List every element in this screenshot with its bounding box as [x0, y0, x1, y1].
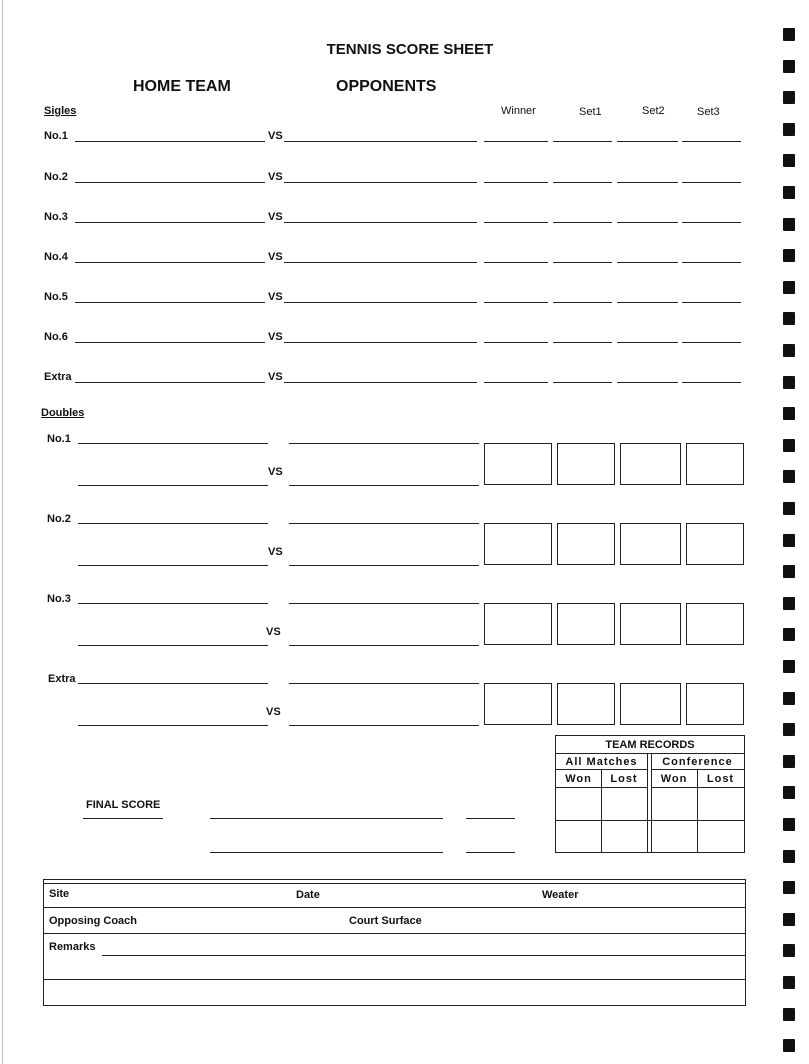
court-surface-label: Court Surface: [349, 915, 422, 927]
set2-line[interactable]: [617, 302, 678, 303]
opponent-player-line[interactable]: [284, 382, 477, 383]
footer-row-divider-3: [44, 979, 745, 980]
opposing-coach-label: Opposing Coach: [49, 915, 137, 927]
binder-hole-icon: [783, 818, 795, 831]
set3-line[interactable]: [682, 141, 741, 142]
binder-hole-icon: [783, 692, 795, 705]
winner-line[interactable]: [484, 222, 548, 223]
set2-line[interactable]: [617, 382, 678, 383]
opponent-player-line[interactable]: [284, 182, 477, 183]
home-player-2-line[interactable]: [78, 645, 268, 646]
home-player-line[interactable]: [75, 302, 265, 303]
doubles-vs-label: VS: [266, 706, 281, 718]
set1-box[interactable]: [557, 683, 615, 725]
binder-hole-icon: [783, 91, 795, 104]
set1-line[interactable]: [553, 182, 612, 183]
conference-won-header: Won: [651, 770, 697, 788]
doubles-row-label: No.3: [47, 593, 71, 605]
set1-line[interactable]: [553, 302, 612, 303]
home-player-line[interactable]: [75, 342, 265, 343]
page-title: TENNIS SCORE SHEET: [326, 41, 494, 58]
final-score-opponent-points-line[interactable]: [466, 852, 515, 853]
binder-hole-icon: [783, 913, 795, 926]
set1-box[interactable]: [557, 523, 615, 565]
page-edge: [2, 0, 3, 1064]
opponents-heading: OPPONENTS: [336, 78, 437, 95]
set3-box[interactable]: [686, 603, 744, 645]
home-player-2-line[interactable]: [78, 565, 268, 566]
opponent-player-line[interactable]: [284, 342, 477, 343]
winner-box[interactable]: [484, 683, 552, 725]
set3-box[interactable]: [686, 683, 744, 725]
binder-hole-icon: [783, 597, 795, 610]
opponent-player-line[interactable]: [284, 141, 477, 142]
set2-box[interactable]: [620, 683, 681, 725]
all-matches-won-header: Won: [556, 770, 601, 788]
final-score-label: FINAL SCORE: [86, 799, 161, 811]
binder-hole-icon: [783, 281, 795, 294]
doubles-section-label: Doubles: [41, 407, 85, 419]
weather-label: Weater: [542, 889, 579, 901]
opponent-player-line[interactable]: [284, 262, 477, 263]
records-divider-v1: [601, 770, 602, 852]
winner-box[interactable]: [484, 523, 552, 565]
opponent-player-2-line[interactable]: [289, 725, 479, 726]
final-score-opponent-line[interactable]: [210, 852, 443, 853]
binder-hole-icon: [783, 628, 795, 641]
binder-hole-icon: [783, 28, 795, 41]
home-player-2-line[interactable]: [78, 725, 268, 726]
set1-line[interactable]: [553, 141, 612, 142]
binder-hole-icon: [783, 376, 795, 389]
opponent-player-2-line[interactable]: [289, 485, 479, 486]
home-player-1-line[interactable]: [78, 443, 268, 444]
set3-line[interactable]: [682, 222, 741, 223]
winner-line[interactable]: [484, 342, 548, 343]
binder-hole-icon: [783, 1008, 795, 1021]
all-matches-header: All Matches: [556, 754, 647, 770]
binder-hole-icon: [783, 470, 795, 483]
binder-hole-icon: [783, 312, 795, 325]
home-player-line[interactable]: [75, 182, 265, 183]
doubles-row-label: Extra: [48, 673, 76, 685]
doubles-vs-label: VS: [268, 466, 283, 478]
singles-row-label: No.6: [44, 331, 68, 343]
binder-hole-icon: [783, 502, 795, 515]
final-score-home-line[interactable]: [210, 818, 443, 819]
home-player-1-line[interactable]: [78, 523, 268, 524]
singles-vs-label: VS: [268, 251, 283, 263]
home-player-line[interactable]: [75, 141, 265, 142]
set3-line[interactable]: [682, 182, 741, 183]
remarks-label: Remarks: [49, 941, 96, 953]
singles-row-label: No.3: [44, 211, 68, 223]
winner-line[interactable]: [484, 141, 548, 142]
opponent-player-1-line[interactable]: [289, 603, 479, 604]
home-player-line[interactable]: [75, 222, 265, 223]
binder-hole-icon: [783, 407, 795, 420]
singles-vs-label: VS: [268, 371, 283, 383]
binder-hole-icon: [783, 534, 795, 547]
home-player-1-line[interactable]: [78, 603, 268, 604]
opponent-player-2-line[interactable]: [289, 645, 479, 646]
site-label: Site: [49, 888, 70, 900]
set2-line[interactable]: [617, 182, 678, 183]
binder-hole-icon: [783, 850, 795, 863]
binder-hole-icon: [783, 565, 795, 578]
footer-info-box: [43, 879, 746, 1006]
doubles-row-label: No.2: [47, 513, 71, 525]
binder-hole-icon: [783, 660, 795, 673]
final-score-home-points-line[interactable]: [466, 818, 515, 819]
winner-line[interactable]: [484, 182, 548, 183]
home-player-line[interactable]: [75, 262, 265, 263]
singles-vs-label: VS: [268, 171, 283, 183]
binder-hole-icon: [783, 60, 795, 73]
set2-box[interactable]: [620, 523, 681, 565]
opponent-player-line[interactable]: [284, 302, 477, 303]
winner-box[interactable]: [484, 603, 552, 645]
set1-line[interactable]: [553, 342, 612, 343]
home-player-1-line[interactable]: [78, 683, 268, 684]
binder-hole-icon: [783, 755, 795, 768]
binder-hole-icon: [783, 439, 795, 452]
winner-line[interactable]: [484, 382, 548, 383]
winner-line[interactable]: [484, 302, 548, 303]
winner-line[interactable]: [484, 262, 548, 263]
conference-lost-header: Lost: [697, 770, 744, 788]
set1-line[interactable]: [553, 222, 612, 223]
binder-hole-icon: [783, 944, 795, 957]
set3-box[interactable]: [686, 523, 744, 565]
binder-hole-icon: [783, 723, 795, 736]
set1-box[interactable]: [557, 603, 615, 645]
set1-line[interactable]: [553, 382, 612, 383]
singles-row-label: No.2: [44, 171, 68, 183]
binder-hole-icon: [783, 344, 795, 357]
set3-line[interactable]: [682, 302, 741, 303]
opponent-player-2-line[interactable]: [289, 565, 479, 566]
singles-section-label: Sigles: [44, 105, 77, 117]
remarks-line[interactable]: [102, 955, 745, 956]
set2-line[interactable]: [617, 222, 678, 223]
footer-row-divider-1: [44, 907, 745, 908]
binder-hole-icon: [783, 218, 795, 231]
binder-hole-icon: [783, 881, 795, 894]
binder-hole-icon: [783, 976, 795, 989]
opponent-player-line[interactable]: [284, 222, 477, 223]
set2-box[interactable]: [620, 443, 681, 485]
team-records-table: [555, 735, 745, 853]
set2-box[interactable]: [620, 603, 681, 645]
footer-top-inner-line: [44, 883, 745, 884]
final-score-label-underline: [83, 818, 163, 819]
doubles-vs-label: VS: [266, 626, 281, 638]
winner-box[interactable]: [484, 443, 552, 485]
opponent-player-1-line[interactable]: [289, 683, 479, 684]
binder-hole-icon: [783, 1039, 795, 1052]
singles-vs-label: VS: [268, 331, 283, 343]
home-team-heading: HOME TEAM: [133, 78, 231, 95]
singles-row-label: No.1: [44, 130, 68, 142]
binder-hole-icon: [783, 186, 795, 199]
set3-line[interactable]: [682, 342, 741, 343]
footer-row-divider-2: [44, 933, 745, 934]
records-double-divider: [647, 754, 652, 852]
set3-line[interactable]: [682, 262, 741, 263]
all-matches-lost-header: Lost: [601, 770, 647, 788]
records-row-divider: [556, 820, 744, 821]
set1-box[interactable]: [557, 443, 615, 485]
home-player-line[interactable]: [75, 382, 265, 383]
singles-row-label: No.5: [44, 291, 68, 303]
set2-line[interactable]: [617, 141, 678, 142]
opponent-player-1-line[interactable]: [289, 523, 479, 524]
binder-hole-icon: [783, 123, 795, 136]
home-player-2-line[interactable]: [78, 485, 268, 486]
set3-box[interactable]: [686, 443, 744, 485]
singles-row-label: No.4: [44, 251, 68, 263]
set2-column-header: Set2: [642, 105, 665, 117]
singles-row-label: Extra: [44, 371, 72, 383]
singles-vs-label: VS: [268, 291, 283, 303]
singles-vs-label: VS: [268, 211, 283, 223]
set1-line[interactable]: [553, 262, 612, 263]
set2-line[interactable]: [617, 262, 678, 263]
set2-line[interactable]: [617, 342, 678, 343]
date-label: Date: [296, 889, 320, 901]
singles-vs-label: VS: [268, 130, 283, 142]
binder-hole-icon: [783, 154, 795, 167]
opponent-player-1-line[interactable]: [289, 443, 479, 444]
set3-column-header: Set3: [697, 106, 720, 118]
conference-header: Conference: [651, 754, 744, 770]
doubles-row-label: No.1: [47, 433, 71, 445]
binder-hole-icon: [783, 786, 795, 799]
records-divider-v2: [697, 770, 698, 852]
doubles-vs-label: VS: [268, 546, 283, 558]
set1-column-header: Set1: [579, 106, 602, 118]
binder-hole-icon: [783, 249, 795, 262]
set3-line[interactable]: [682, 382, 741, 383]
winner-column-header: Winner: [501, 105, 536, 117]
team-records-title: TEAM RECORDS: [556, 736, 744, 754]
